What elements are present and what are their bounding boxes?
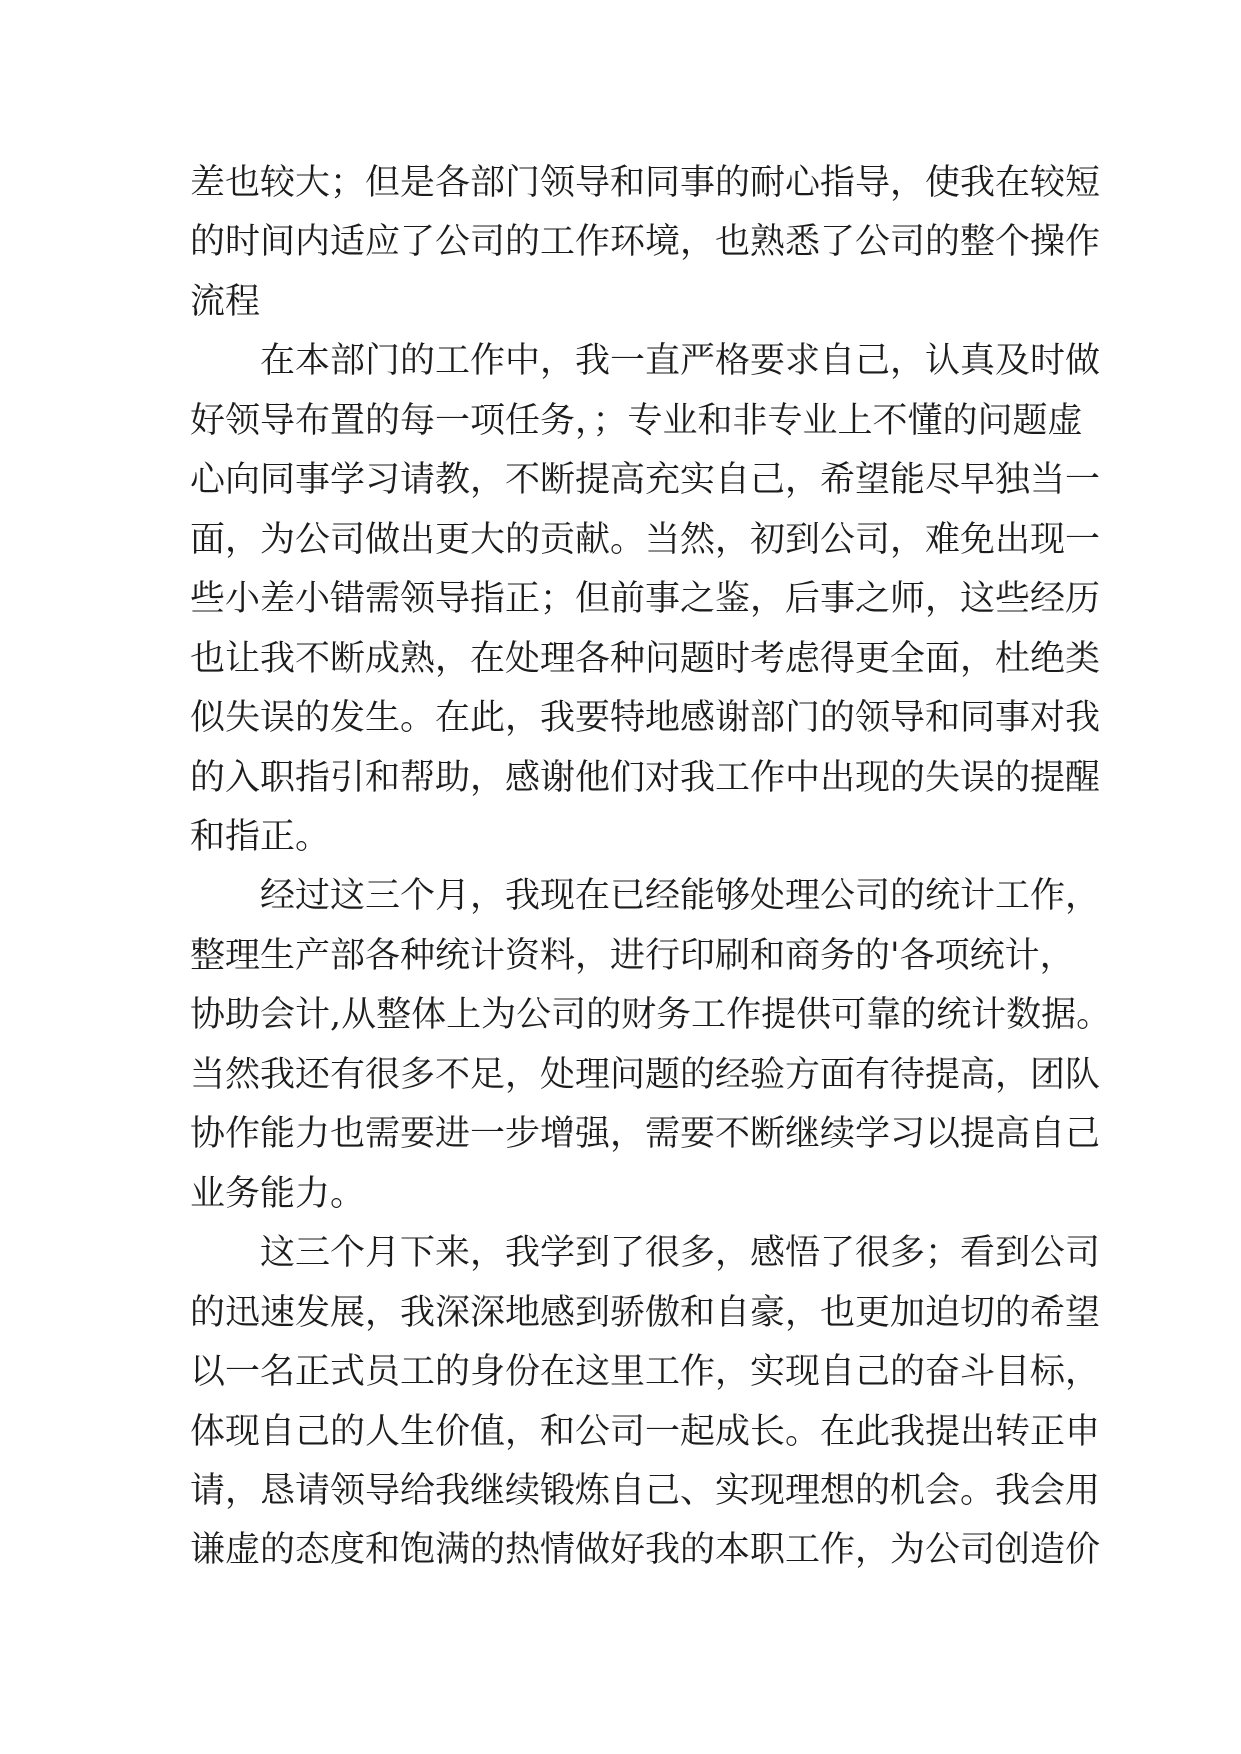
- text-line: 整理生产部各种统计资料，进行印刷和商务的'各项统计，: [190, 936, 1075, 976]
- text-line: 请，恳请领导给我继续锻炼自己、实现理想的机会。我会用: [190, 1471, 1101, 1511]
- paragraph-first-line: 这三个月下来，我学到了很多，感悟了很多；看到公司: [260, 1233, 1101, 1273]
- text-line: 心向同事学习请教，不断提高充实自己，希望能尽早独当一: [190, 460, 1101, 500]
- text-line: 似失误的发生。在此，我要特地感谢部门的领导和同事对我: [190, 698, 1101, 738]
- text-line: 好领导布置的每一项任务，；专业和非专业上不懂的问题虚: [190, 401, 1083, 441]
- text-line: 协作能力也需要进一步增强，需要不断继续学习以提高自己: [190, 1114, 1101, 1154]
- paragraph-first-line: 在本部门的工作中，我一直严格要求自己，认真及时做: [260, 341, 1101, 381]
- text-line: 流程: [190, 282, 261, 322]
- text-line: 体现自己的人生价值，和公司一起成长。在此我提出转正申: [190, 1412, 1101, 1452]
- text-line: 以一名正式员工的身份在这里工作，实现自己的奋斗目标，: [190, 1352, 1101, 1392]
- text-line: 谦虚的态度和饱满的热情做好我的本职工作，为公司创造价: [190, 1530, 1101, 1570]
- text-line: 当然我还有很多不足，处理问题的经验方面有待提高，团队: [190, 1055, 1101, 1095]
- text-line: 协助会计,从整体上为公司的财务工作提供可靠的统计数据。: [190, 995, 1112, 1035]
- text-line: 和指正。: [190, 817, 331, 857]
- text-line: 的时间内适应了公司的工作环境，也熟悉了公司的整个操作: [190, 222, 1101, 262]
- text-line: 面，为公司做出更大的贡献。当然，初到公司，难免出现一: [190, 520, 1101, 560]
- text-line: 业务能力。: [190, 1174, 366, 1214]
- text-line: 的迅速发展，我深深地感到骄傲和自豪，也更加迫切的希望: [190, 1293, 1101, 1333]
- text-line: 差也较大；但是各部门领导和同事的耐心指导，使我在较短: [190, 163, 1101, 203]
- text-line: 些小差小错需领导指正；但前事之鉴，后事之师，这些经历: [190, 579, 1101, 619]
- paragraph-first-line: 经过这三个月，我现在已经能够处理公司的统计工作，: [260, 876, 1101, 916]
- text-line: 也让我不断成熟，在处理各种问题时考虑得更全面，杜绝类: [190, 639, 1101, 679]
- text-line: 的入职指引和帮助，感谢他们对我工作中出现的失误的提醒: [190, 758, 1101, 798]
